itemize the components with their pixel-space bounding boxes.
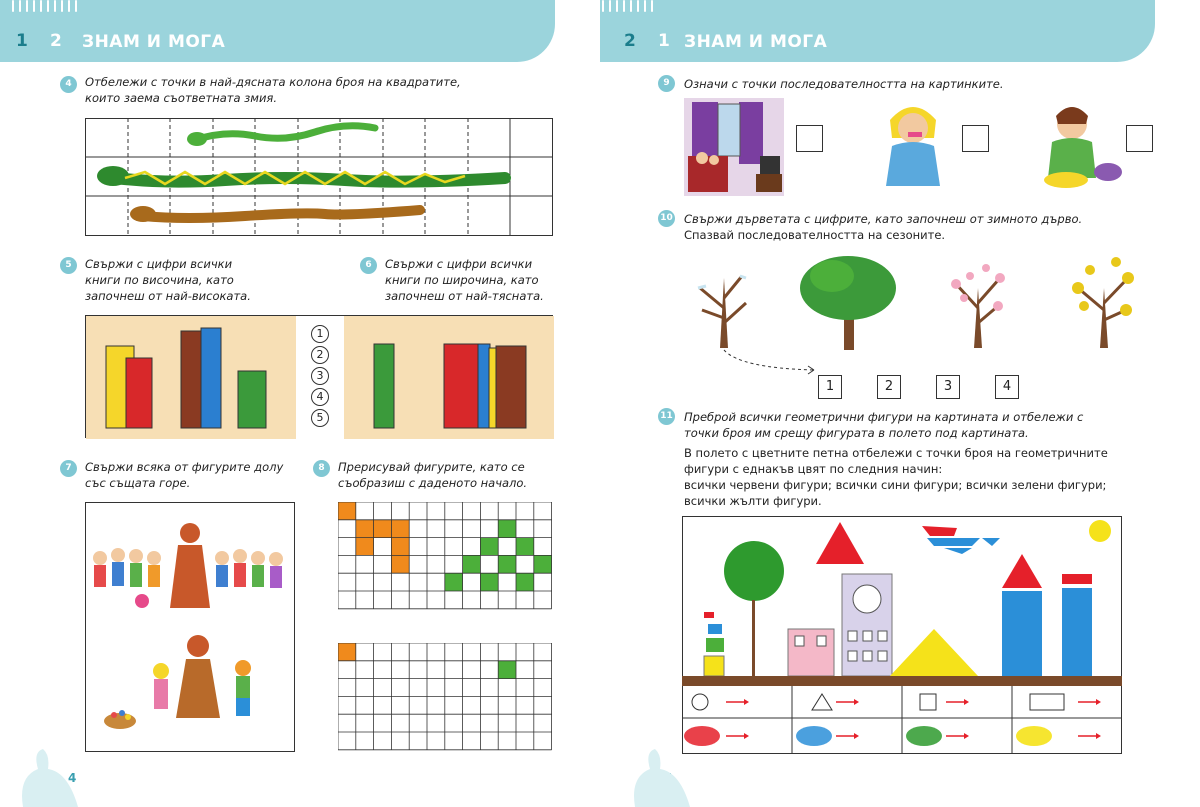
red-paint-spot xyxy=(684,726,720,746)
season-number-box[interactable]: 3 xyxy=(936,375,960,399)
header-bar xyxy=(600,0,1155,62)
task-badge: 10 xyxy=(658,210,675,227)
circled-number[interactable]: 1 xyxy=(311,325,329,343)
figures-picture xyxy=(85,502,295,752)
girl-brushing-picture xyxy=(878,98,948,186)
spring-tree xyxy=(951,264,1005,348)
winter-tree xyxy=(698,276,746,348)
blue-paint-spot xyxy=(796,726,832,746)
task-4-text: Отбележи с точки в най-дясната колона броя на квадратите, които заема съответната змия. xyxy=(85,75,461,105)
header-bar xyxy=(0,0,555,62)
page-number: 4 xyxy=(68,771,77,785)
task-6-text: Свържи с цифри всички книги по широчина, като започнеш от най-тясната. xyxy=(385,257,544,303)
bunny-decoration xyxy=(630,747,700,807)
task-badge: 11 xyxy=(658,408,675,425)
task-badge: 4 xyxy=(60,76,77,93)
task-11-text-2: В полето с цветните петна отбележи с точки броя на геометричните фигури с еднакъв цвят по следния начин: xyxy=(684,446,1108,476)
tv-room-picture xyxy=(684,98,784,196)
girl-eating-picture xyxy=(1036,98,1126,190)
drawing-grid-blank[interactable] xyxy=(338,643,552,753)
section-title: ЗНАМ И МОГА xyxy=(684,32,828,52)
children-illustration xyxy=(86,503,294,751)
circled-number[interactable]: 5 xyxy=(311,409,329,427)
task-5-text: Свържи с цифри всички книги по височина, като започнеш от най-високата. xyxy=(85,257,251,303)
shapes-picture xyxy=(682,516,1122,754)
book-part-active: 2 xyxy=(624,31,636,51)
green-paint-spot xyxy=(906,726,942,746)
task-badge: 7 xyxy=(60,460,77,477)
task-11-text-3: всички червени фигури; всички сини фигури; всички зелени фигури; xyxy=(684,478,1107,492)
books-panel xyxy=(85,315,553,438)
circled-number[interactable]: 4 xyxy=(311,388,329,406)
circled-number[interactable]: 2 xyxy=(311,346,329,364)
trees-illustration xyxy=(680,248,1140,408)
circled-numbers xyxy=(305,322,335,430)
task-8-text: Прерисувай фигурите, като се съобразиш с даденото начало. xyxy=(338,460,528,490)
spiral-binding xyxy=(602,0,653,14)
task-badge: 5 xyxy=(60,257,77,274)
book-part-other: 1 xyxy=(658,31,670,51)
task-badge: 8 xyxy=(313,460,330,477)
task-badge: 6 xyxy=(360,257,377,274)
task-10-text-2: Спазвай последователността на сезоните. xyxy=(684,228,946,242)
task-9-text: Означи с точки последователността на картинките. xyxy=(684,77,1004,91)
circled-number[interactable]: 3 xyxy=(311,367,329,385)
order-box[interactable] xyxy=(962,125,989,152)
section-title: ЗНАМ И МОГА xyxy=(82,32,226,52)
drawing-grid-example xyxy=(338,502,552,612)
book-part-active: 1 xyxy=(16,31,28,51)
task-11-text: Преброй всички геометрични фигури на картината и отбележи с точки броя им срещу фигурата в полето под картината. xyxy=(684,410,1084,440)
task-11-text-4: всички жълти фигури. xyxy=(684,494,822,508)
yellow-paint-spot xyxy=(1016,726,1052,746)
order-box[interactable] xyxy=(796,125,823,152)
season-number-box[interactable]: 4 xyxy=(995,375,1019,399)
task-badge: 9 xyxy=(658,75,675,92)
autumn-tree xyxy=(1072,257,1134,348)
book-part-other: 2 xyxy=(50,31,62,51)
season-number-box[interactable]: 1 xyxy=(818,375,842,399)
task-7-text: Свържи всяка от фигурите долу със същата горе. xyxy=(85,460,284,490)
season-number-box[interactable]: 2 xyxy=(877,375,901,399)
spiral-binding xyxy=(12,0,77,14)
summer-tree xyxy=(800,256,896,350)
right-page xyxy=(600,0,1200,807)
task-10-text: Свържи дърветата с цифрите, като започнеш от зимното дърво. xyxy=(684,212,1083,226)
snake-grid xyxy=(85,118,553,236)
order-box[interactable] xyxy=(1126,125,1153,152)
bunny-decoration xyxy=(18,747,88,807)
